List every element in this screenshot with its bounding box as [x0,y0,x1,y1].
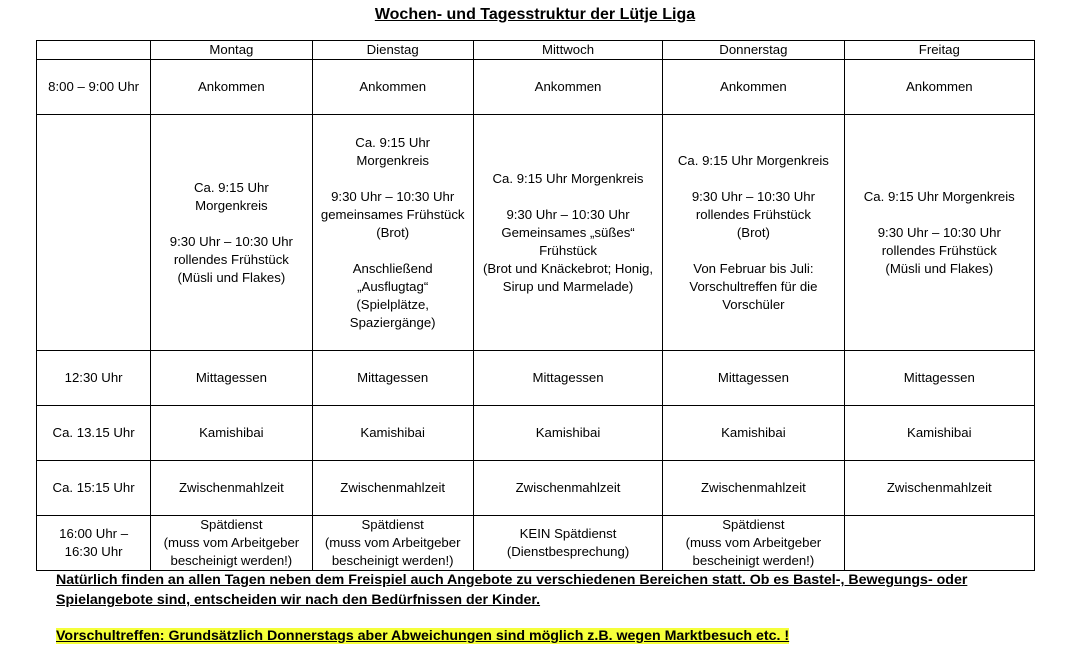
schedule-cell: Mittagessen [312,351,473,406]
schedule-cell: Zwischenmahlzeit [312,461,473,516]
schedule-cell: Mittagessen [663,351,844,406]
schedule-cell: Spätdienst (muss vom Arbeitgeber bescheinigt werden!) [312,516,473,571]
schedule-cell: Zwischenmahlzeit [663,461,844,516]
day-header-wednesday: Mittwoch [473,41,662,60]
preschool-note [56,626,1016,646]
time-cell: 16:00 Uhr – 16:30 Uhr [37,516,151,571]
schedule-cell: Ankommen [473,60,662,115]
schedule-cell: Kamishibai [151,406,312,461]
schedule-cell: Ca. 9:15 Uhr Morgenkreis 9:30 Uhr – 10:30 Uhr gemeinsames Frühstück (Brot) Anschließend „Ausflugtag“ (Spielplätze, Spaziergänge) [312,115,473,351]
day-header-friday: Freitag [844,41,1034,60]
schedule-cell: Kamishibai [844,406,1034,461]
time-cell [37,115,151,351]
header-row [37,41,1035,60]
schedule-cell: Zwischenmahlzeit [151,461,312,516]
general-note: Natürlich finden an allen Tagen neben dem Freispiel auch Angebote zu verschiedenen Bereichen statt. Ob es Bastel-, Bewegungs- oder Spielangebote sind, entscheiden wir nach den Bedürfnissen der Kinder. [56,572,968,608]
day-header-thursday: Donnerstag [663,41,844,60]
schedule-cell: Ca. 9:15 Uhr Morgenkreis 9:30 Uhr – 10:30 Uhr rollendes Frühstück (Müsli und Flakes) [151,115,312,351]
table-row [37,60,1035,115]
time-cell: Ca. 15:15 Uhr [37,461,151,516]
time-cell: 12:30 Uhr [37,351,151,406]
schedule-cell: Spätdienst (muss vom Arbeitgeber bescheinigt werden!) [663,516,844,571]
page-title: Wochen- und Tagesstruktur der Lütje Liga [374,6,696,23]
table-row [37,115,1035,351]
schedule-cell: Ankommen [151,60,312,115]
schedule-cell: Zwischenmahlzeit [844,461,1034,516]
schedule-cell: Ankommen [844,60,1034,115]
corner-cell [37,41,151,60]
schedule-cell: Ca. 9:15 Uhr Morgenkreis 9:30 Uhr – 10:30 Uhr rollendes Frühstück (Brot) Von Februar bis Juli: Vorschultreffen für die Vorschüler [663,115,844,351]
time-cell: Ca. 13.15 Uhr [37,406,151,461]
schedule-cell: KEIN Spätdienst (Dienstbesprechung) [473,516,662,571]
table-row [37,351,1035,406]
schedule-cell: Mittagessen [473,351,662,406]
day-header-monday: Montag [151,41,312,60]
schedule-cell: Kamishibai [473,406,662,461]
schedule-cell [844,516,1034,571]
schedule-cell: Kamishibai [312,406,473,461]
schedule-cell: Ca. 9:15 Uhr Morgenkreis 9:30 Uhr – 10:30 Uhr Gemeinsames „süßes“ Frühstück (Brot und Knäckebrot; Honig, Sirup und Marmelade) [473,115,662,351]
schedule-cell: Ankommen [663,60,844,115]
table-row [37,406,1035,461]
preschool-note-text: Vorschultreffen: Grundsätzlich Donnerstags aber Abweichungen sind möglich z.B. wegen Marktbesuch etc. ! [56,628,790,644]
time-cell: 8:00 – 9:00 Uhr [37,60,151,115]
table-row [37,461,1035,516]
schedule-table [36,40,1035,571]
schedule-cell: Ankommen [312,60,473,115]
schedule-cell: Mittagessen [151,351,312,406]
schedule-cell: Kamishibai [663,406,844,461]
schedule-cell: Mittagessen [844,351,1034,406]
day-header-tuesday: Dienstag [312,41,473,60]
schedule-cell: Spätdienst (muss vom Arbeitgeber bescheinigt werden!) [151,516,312,571]
table-row [37,516,1035,571]
schedule-cell: Ca. 9:15 Uhr Morgenkreis 9:30 Uhr – 10:30 Uhr rollendes Frühstück (Müsli und Flakes) [844,115,1034,351]
schedule-cell: Zwischenmahlzeit [473,461,662,516]
